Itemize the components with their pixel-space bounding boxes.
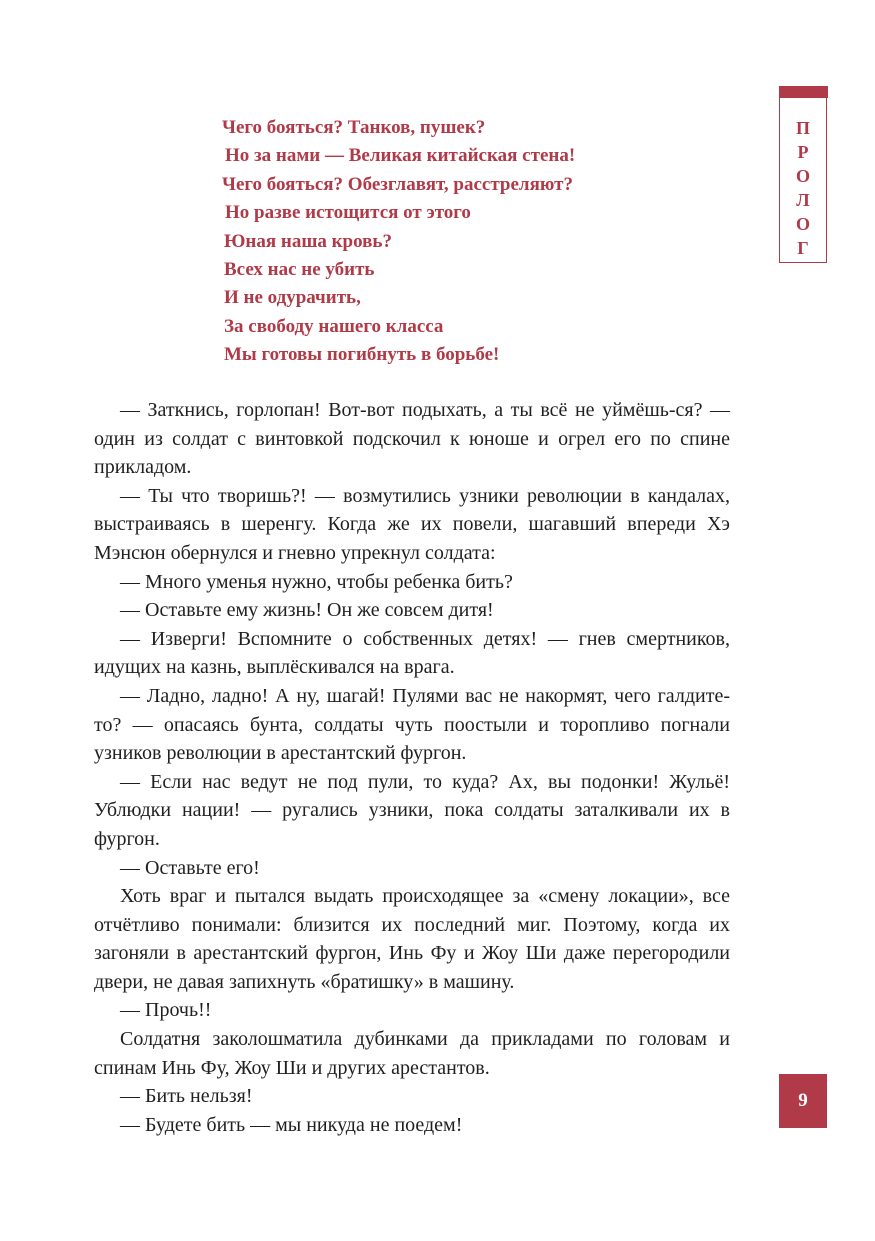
section-tab-prologue: [779, 86, 827, 263]
page-number: 9: [779, 1074, 827, 1128]
section-tab-bar: [779, 86, 828, 98]
poem-line: Чего бояться? Танков, пушек?: [222, 117, 486, 138]
section-tab-letter: П: [795, 118, 810, 138]
paragraph: — Изверги! Вспомните о собственных детях! — гнев смертников, идущих на казнь, выплёскивался на врага.: [94, 627, 730, 679]
section-tab-letter: О: [795, 214, 810, 234]
paragraph: — Бить нельзя!: [120, 1085, 253, 1108]
poem-line: Мы готовы погибнуть в борьбе!: [224, 344, 500, 366]
paragraph: — Заткнись, горлопан! Вот-вот подыхать, а ты всё не уймёшь-ся? — один из солдат с винтовкой подскочил к юноше и огрел его по спине прикладом.: [94, 399, 730, 479]
section-tab-letter: Л: [796, 190, 810, 210]
poem-line: Юная наша кровь?: [224, 230, 392, 252]
section-tab-letter: Р: [797, 142, 809, 162]
paragraph: — Оставьте ему жизнь! Он же совсем дитя!: [120, 599, 494, 622]
paragraph: — Оставьте его!: [120, 856, 260, 879]
section-tab-letter: О: [795, 166, 810, 186]
paragraph: — Если нас ведут не под пули, то куда? Ах, вы подонки! Жульё! Ублюдки нации! — ругались узники, пока солдаты заталкивали их в фургон.: [94, 770, 730, 850]
poem: [222, 114, 682, 370]
paragraph: — Будете бить — мы никуда не поедем!: [120, 1113, 463, 1136]
poem-line: И не одурачить,: [224, 287, 361, 309]
body-text: [94, 396, 730, 1139]
poem-line: Чего бояться? Обезглавят, расстреляют?: [222, 173, 573, 195]
paragraph: — Много уменья нужно, чтобы ребенка бить?: [120, 570, 513, 593]
poem-line: Всех нас не убить: [224, 259, 375, 281]
poem-line: За свободу нашего класса: [224, 315, 444, 337]
paragraph: — Ты что творишь?! — возмутились узники революции в кандалах, выстраиваясь в шеренгу. Когда же их повели, шагавший впереди Хэ Мэнсюн обернулся и гневно упрекнул солдата:: [94, 484, 730, 564]
poem-line: Но разве истощится от этого: [225, 202, 471, 224]
paragraph: — Ладно, ладно! А ну, шагай! Пулями вас не накормят, чего галдите-то? — опасаясь бунта, солдаты чуть поостыли и торопливо погнали узников революции в арестантский фургон.: [94, 684, 730, 765]
paragraph: Солдатня заколошматила дубинками да прикладами по головам и спинам Инь Фу, Жоу Ши и других арестантов.: [94, 1028, 730, 1079]
section-tab-title: [780, 116, 826, 260]
paragraph: Хоть враг и пытался выдать происходящее за «смену локации», все отчётливо понимали: близится их последний миг. Поэтому, когда их загоняли в арестантский фургон, Инь Фу и Жоу Ши даже перегородили двери, не давая запихнуть «братишку» в машину.: [94, 885, 730, 993]
paragraph: — Прочь!!: [120, 999, 212, 1022]
poem-line: Но за нами — Великая китайская стена!: [225, 145, 576, 167]
section-tab-letter: Г: [797, 238, 809, 258]
